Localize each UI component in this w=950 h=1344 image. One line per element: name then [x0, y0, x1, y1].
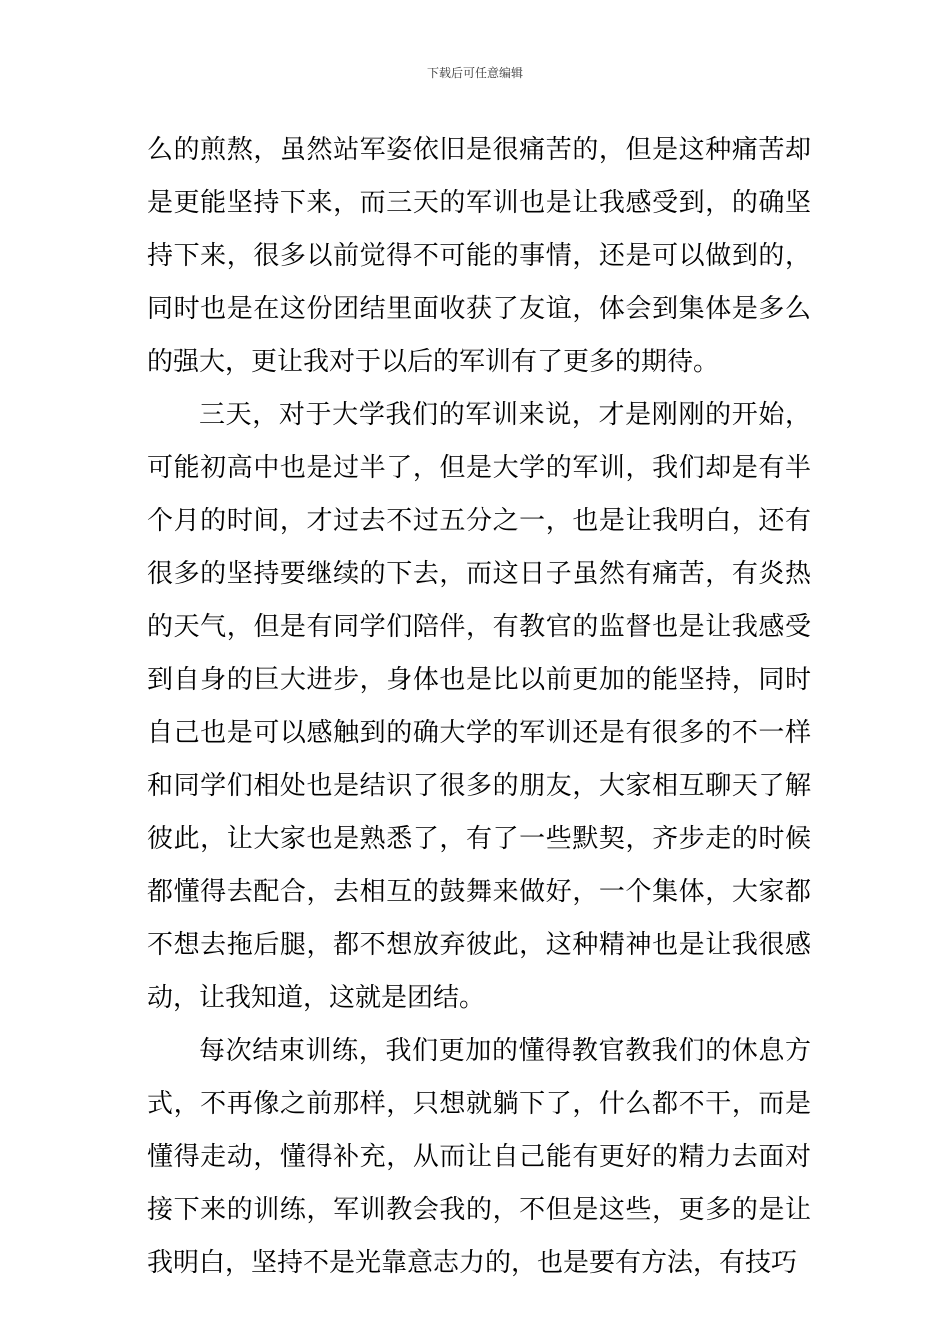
paragraph-3: 每次结束训练，我们更加的懂得教官教我们的休息方式，不再像之前那样，只想就躺下了，什么都不干，而是懂得走动，懂得补充，从而让自己能有更好的精力去面对接下来的训练，军训教会我的，不但是这些，更多的是让我明白，坚持不是光靠意志力的，也是要有方法，有技巧 [147, 1036, 811, 1278]
page-header-note: 下载后可任意编辑 [426, 66, 523, 80]
document-body [147, 124, 811, 1290]
paragraph-2: 三天，对于大学我们的军训来说，才是刚刚的开始，可能初高中也是过半了，但是大学的军训，我们却是有半个月的时间，才过去不过五分之一，也是让我明白，还有很多的坚持要继续的下去，而这日子虽然有痛苦，有炎热的天气，但是有同学们陪伴，有教官的监督也是让我感受到自身的巨大进步，身体也是比以前更加的能坚持，同时自己也是可以感触到的确大学的军训还是有很多的不一样和同学们相处也是结识了很多的朋友，大家相互聊天了解彼此，让大家也是熟悉了，有了一些默契，齐步走的时候都懂得去配合，去相互的鼓舞来做好，一个集体，大家都不想去拖后腿，都不想放弃彼此，这种精神也是让我很感动，让我知道，这就是团结。 [147, 400, 811, 1013]
paragraph-1: 么的煎熬，虽然站军姿依旧是很痛苦的，但是这种痛苦却是更能坚持下来，而三天的军训也是让我感受到，的确坚持下来，很多以前觉得不可能的事情，还是可以做到的，同时也是在这份团结里面收获了友谊，体会到集体是多么的强大，更让我对于以后的军训有了更多的期待。 [147, 135, 811, 377]
